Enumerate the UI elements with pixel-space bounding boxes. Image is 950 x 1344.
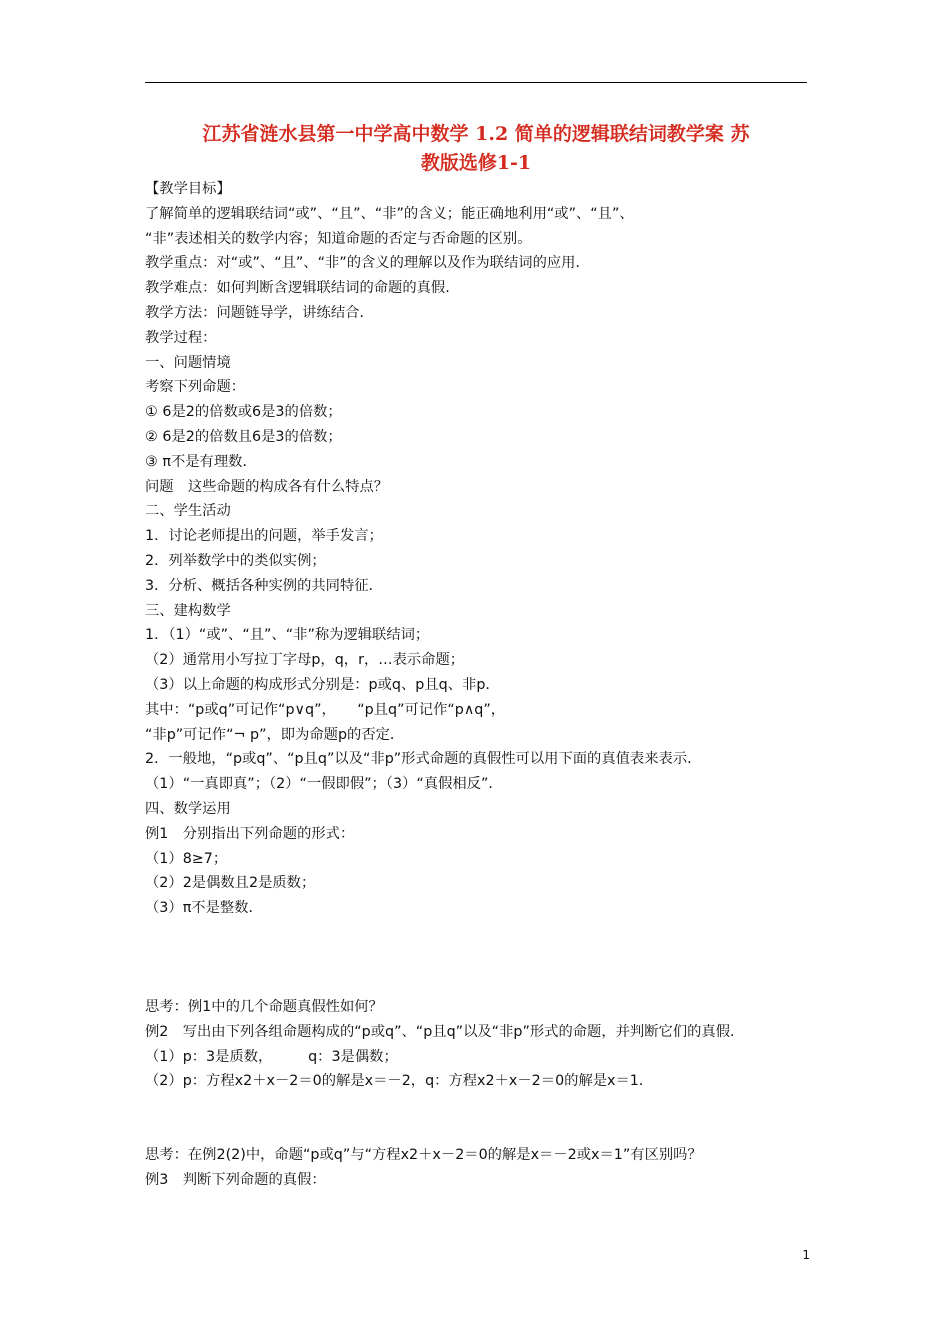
text-line: ② 6是2的倍数且6是3的倍数； bbox=[145, 428, 342, 445]
text-line: 了解简单的逻辑联结词“或”、“且”、“非”的含义；能正确地利用“或”、“且”、 bbox=[145, 205, 634, 222]
text-line: （3）以上命题的构成形式分别是：p或q、p且q、非p． bbox=[145, 676, 500, 693]
text-line: 1．（1）“或”、“且”、“非”称为逻辑联结词； bbox=[145, 627, 430, 644]
text-line: 例2 写出由下列各组命题构成的“p或q”、“p且q”以及“非p”形式的命题，并判断它们的真假． bbox=[145, 1023, 745, 1040]
text-line: （2）p：方程x2＋x－2＝0的解是x＝－2，q：方程x2＋x－2＝0的解是x＝1． bbox=[145, 1073, 654, 1090]
text-line: 3．分析、概括各种实例的共同特征． bbox=[145, 577, 383, 594]
text-line: 【教学目标】 bbox=[145, 181, 231, 197]
text-line: 思考：在例2(2)中，命题“p或q”与“方程x2＋x－2＝0的解是x＝－2或x＝1”有区别吗？ bbox=[145, 1147, 702, 1164]
text-line: （2）2是偶数且2是质数； bbox=[145, 875, 316, 892]
title-line-1: 江苏省涟水县第一中学高中数学 1.2 简单的逻辑联结词教学案 苏 bbox=[202, 123, 750, 145]
text-line: ① 6是2的倍数或6是3的倍数； bbox=[145, 404, 342, 421]
text-line: 例3 判断下列命题的真假： bbox=[145, 1171, 326, 1188]
text-line: 教学过程： bbox=[145, 329, 217, 346]
text-line: 考察下列命题： bbox=[145, 379, 246, 396]
text-line: 一、问题情境 bbox=[145, 354, 231, 371]
text-line: （2）通常用小写拉丁字母p，q，r，…表示命题； bbox=[145, 652, 465, 669]
text-line: 三、建构数学 bbox=[145, 602, 231, 619]
header-rule bbox=[145, 82, 807, 83]
text-line: ③ π不是有理数． bbox=[145, 453, 257, 470]
page-number: 1 bbox=[802, 1248, 810, 1262]
text-line: 教学方法：问题链导学，讲练结合． bbox=[145, 304, 374, 321]
text-line: （1）“一真即真”；（2）“一假即假”；（3）“真假相反”． bbox=[145, 776, 503, 793]
text-line: 教学难点：如何判断含逻辑联结词的命题的真假． bbox=[145, 280, 460, 297]
text-line: “非”表述相关的数学内容；知道命题的否定与否命题的区别。 bbox=[145, 230, 532, 247]
text-line: “非p”可记作“¬ p”，即为命题p的否定． bbox=[145, 726, 405, 743]
text-line: （1）8≥7； bbox=[145, 850, 228, 867]
section-block bbox=[145, 995, 810, 1094]
section-block bbox=[145, 1143, 810, 1193]
section-block bbox=[145, 177, 810, 921]
text-line: （1）p：3是质数， q：3是偶数； bbox=[145, 1048, 398, 1065]
text-line: 思考：例1中的几个命题真假性如何？ bbox=[145, 998, 383, 1015]
text-line: 例1 分别指出下列命题的形式： bbox=[145, 825, 355, 842]
text-line: 问题 这些命题的构成各有什么特点？ bbox=[145, 478, 389, 495]
text-line: 四、数学运用 bbox=[145, 800, 231, 817]
text-line: 二、学生活动 bbox=[145, 503, 231, 520]
document-title bbox=[145, 120, 807, 178]
title-line-2: 教版选修1-1 bbox=[420, 152, 532, 174]
text-line: 教学重点：对“或”、“且”、“非”的含义的理解以及作为联结词的应用． bbox=[145, 255, 590, 272]
text-line: 2．列举数学中的类似实例； bbox=[145, 552, 326, 569]
document-body bbox=[145, 177, 810, 1193]
text-line: 1．讨论老师提出的问题，举手发言； bbox=[145, 528, 383, 545]
text-line: 2．一般地，“p或q”、“p且q”以及“非p”形式命题的真假性可以用下面的真值表来表示． bbox=[145, 751, 702, 768]
text-line: （3）π不是整数． bbox=[145, 900, 263, 917]
text-line: 其中：“p或q”可记作“p∨q”， “p且q”可记作“p∧q”， bbox=[145, 701, 506, 718]
